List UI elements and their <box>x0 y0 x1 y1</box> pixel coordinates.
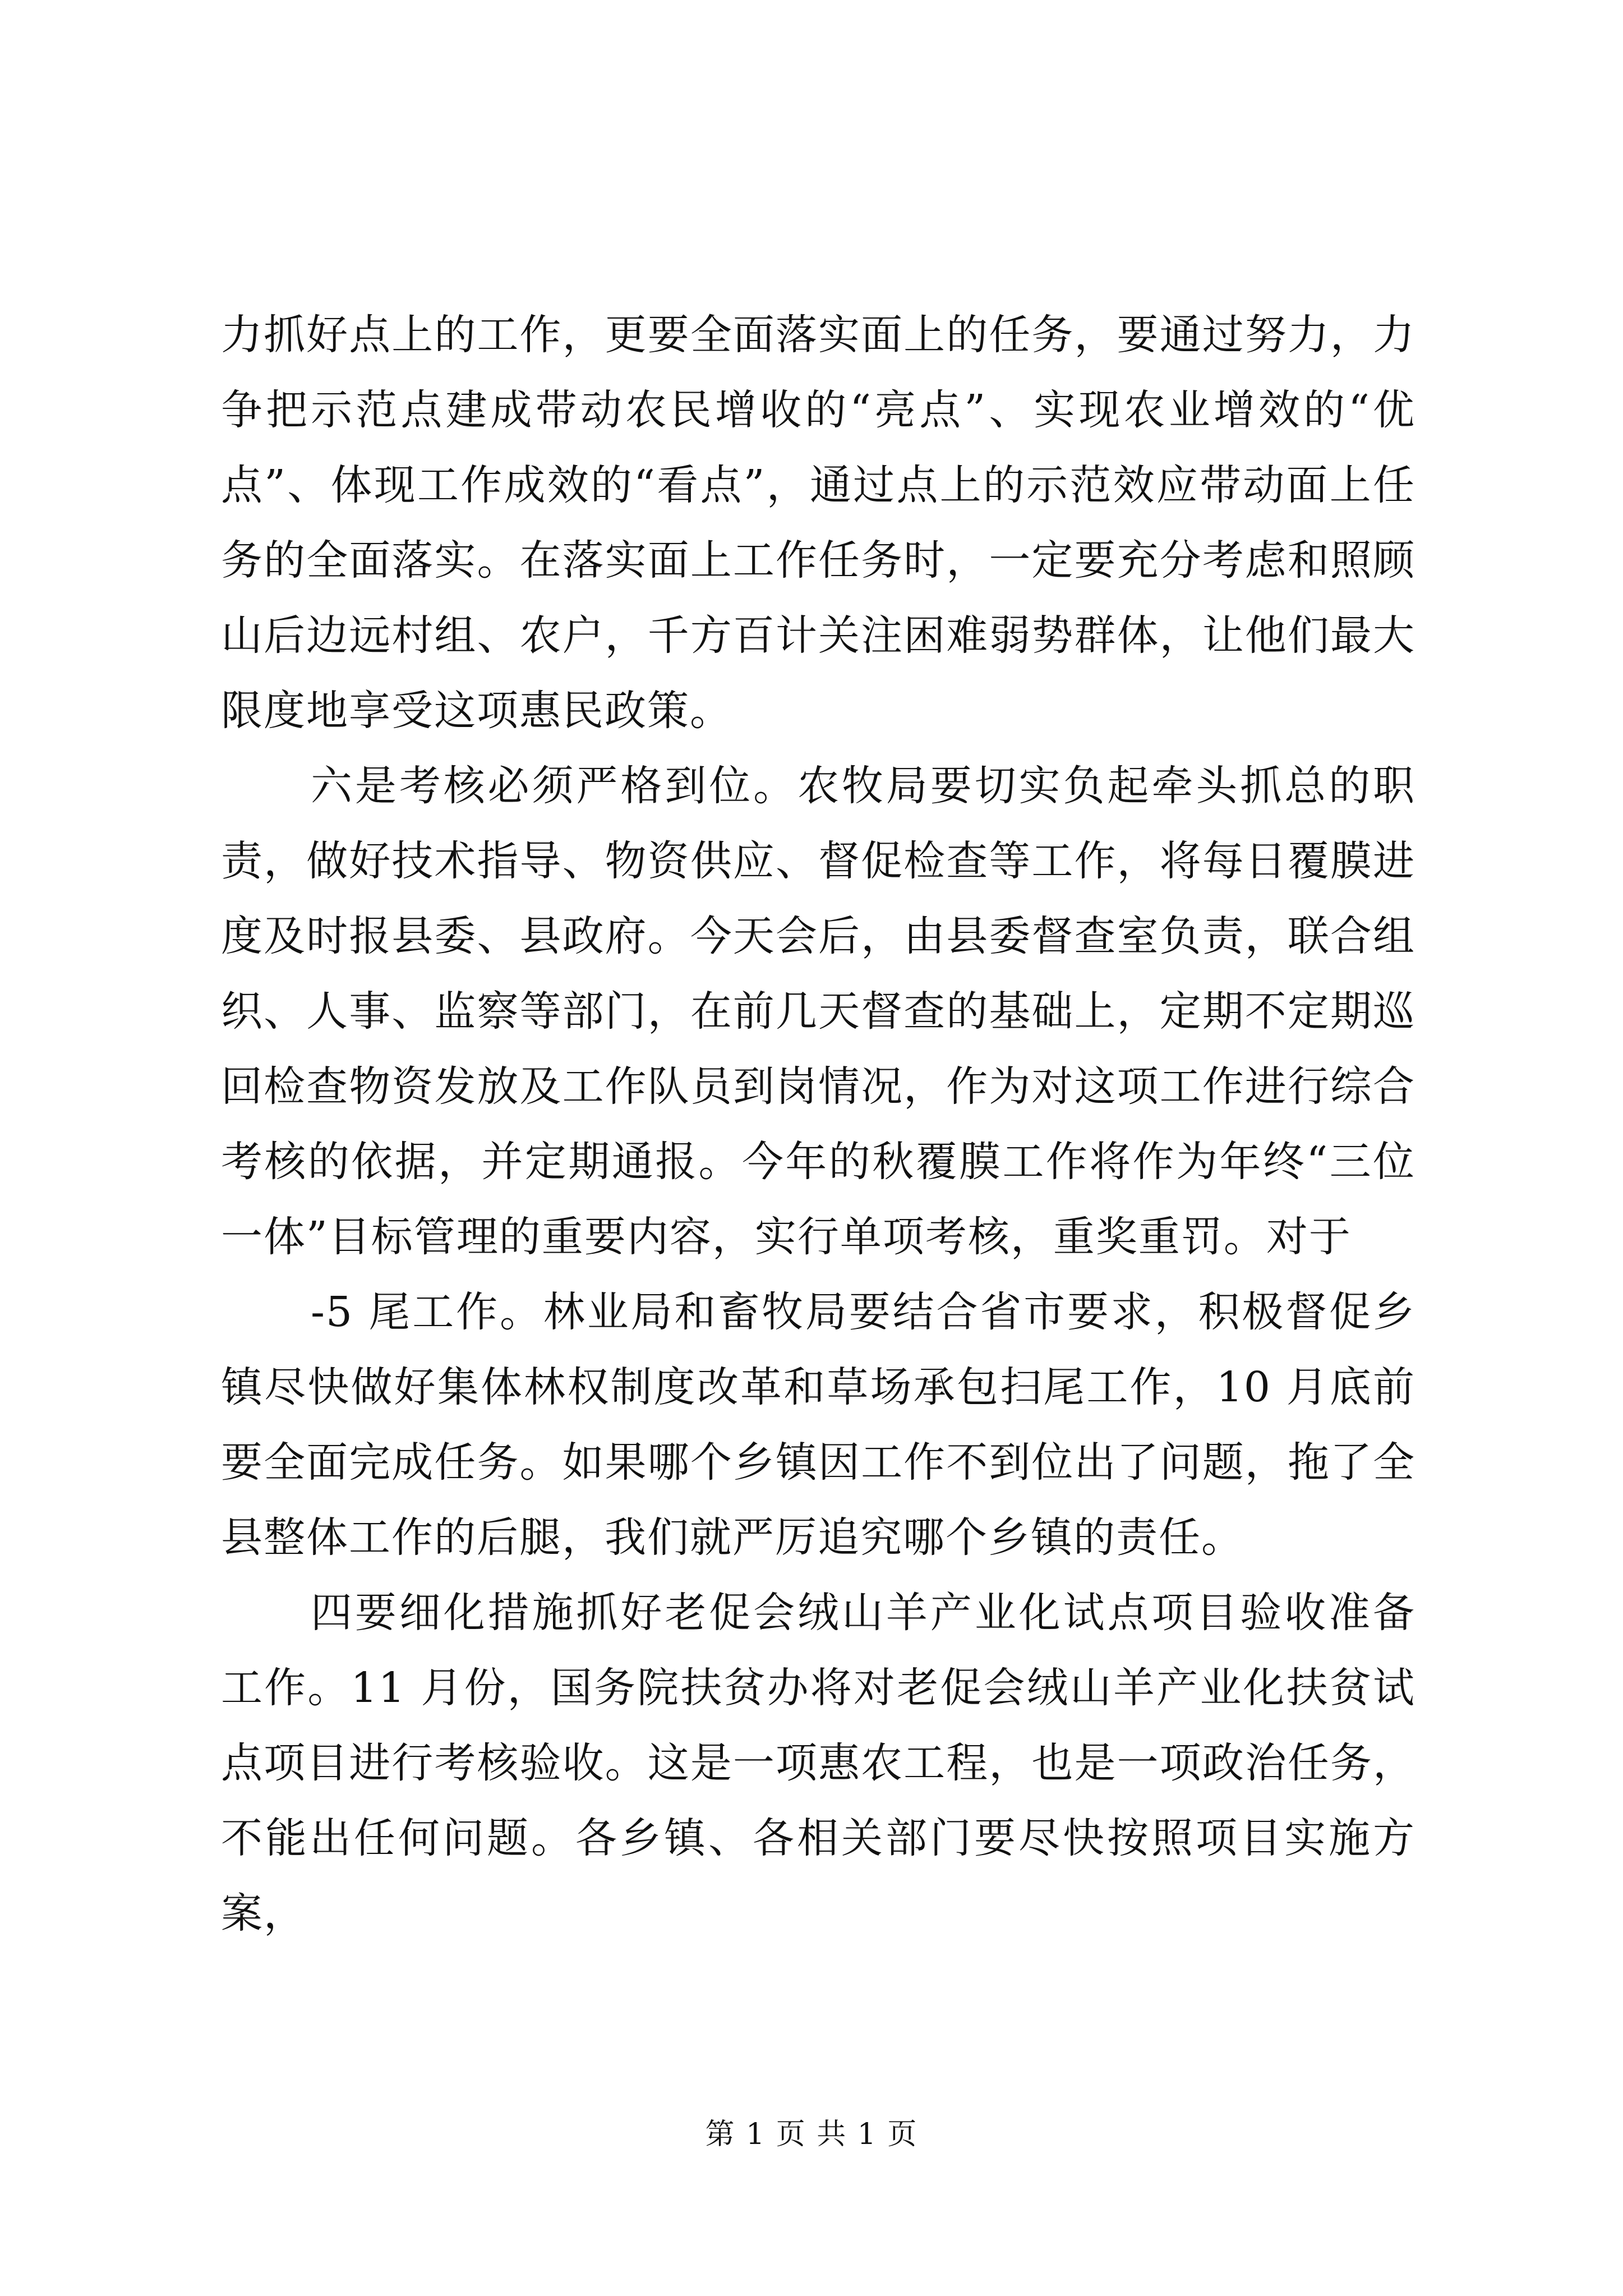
paragraph-3: -5 尾工作。林业局和畜牧局要结合省市要求，积极督促乡镇尽快做好集体林权制度改革和草场承包扫尾工作，10 月底前要全面完成任务。如果哪个乡镇因工作不到位出了问题，拖了全县整体工作的后腿，我们就严厉追究哪个乡镇的责任。 <box>221 1288 1415 1562</box>
paragraph-2: 六是考核必须严格到位。农牧局要切实负起牵头抓总的职责，做好技术指导、物资供应、督促检查等工作，将每日覆膜进度及时报县委、县政府。今天会后，由县委督查室负责，联合组织、人事、监察等部门，在前几天督查的基础上，定期不定期巡回检查物资发放及工作队员到岗情况，作为对这项工作进行综合考核的依据，并定期通报。今年的秋覆膜工作将作为年终“三位一体”目标管理的重要内容，实行单项考核，重奖重罚。对于 <box>221 762 1415 1261</box>
paragraph-1: 力抓好点上的工作，更要全面落实面上的任务，要通过努力，力争把示范点建成带动农民增收的“亮点”、实现农业增效的“优点”、体现工作成效的“看点”，通过点上的示范效应带动面上任务的全面落实。在落实面上工作任务时，一定要充分考虑和照顾山后边远村组、农户，千方百计关注困难弱势群体，让他们最大限度地享受这项惠民政策。 <box>221 311 1415 735</box>
page-footer: 第 1 页 共 1 页 <box>705 2118 918 2151</box>
document-body <box>221 297 1415 1951</box>
paragraph-4: 四要细化措施抓好老促会绒山羊产业化试点项目验收准备工作。11 月份，国务院扶贫办将对老促会绒山羊产业化扶贫试点项目进行考核验收。这是一项惠农工程，也是一项政治任务，不能出任何问题。各乡镇、各相关部门要尽快按照项目实施方案， <box>221 1589 1415 1938</box>
